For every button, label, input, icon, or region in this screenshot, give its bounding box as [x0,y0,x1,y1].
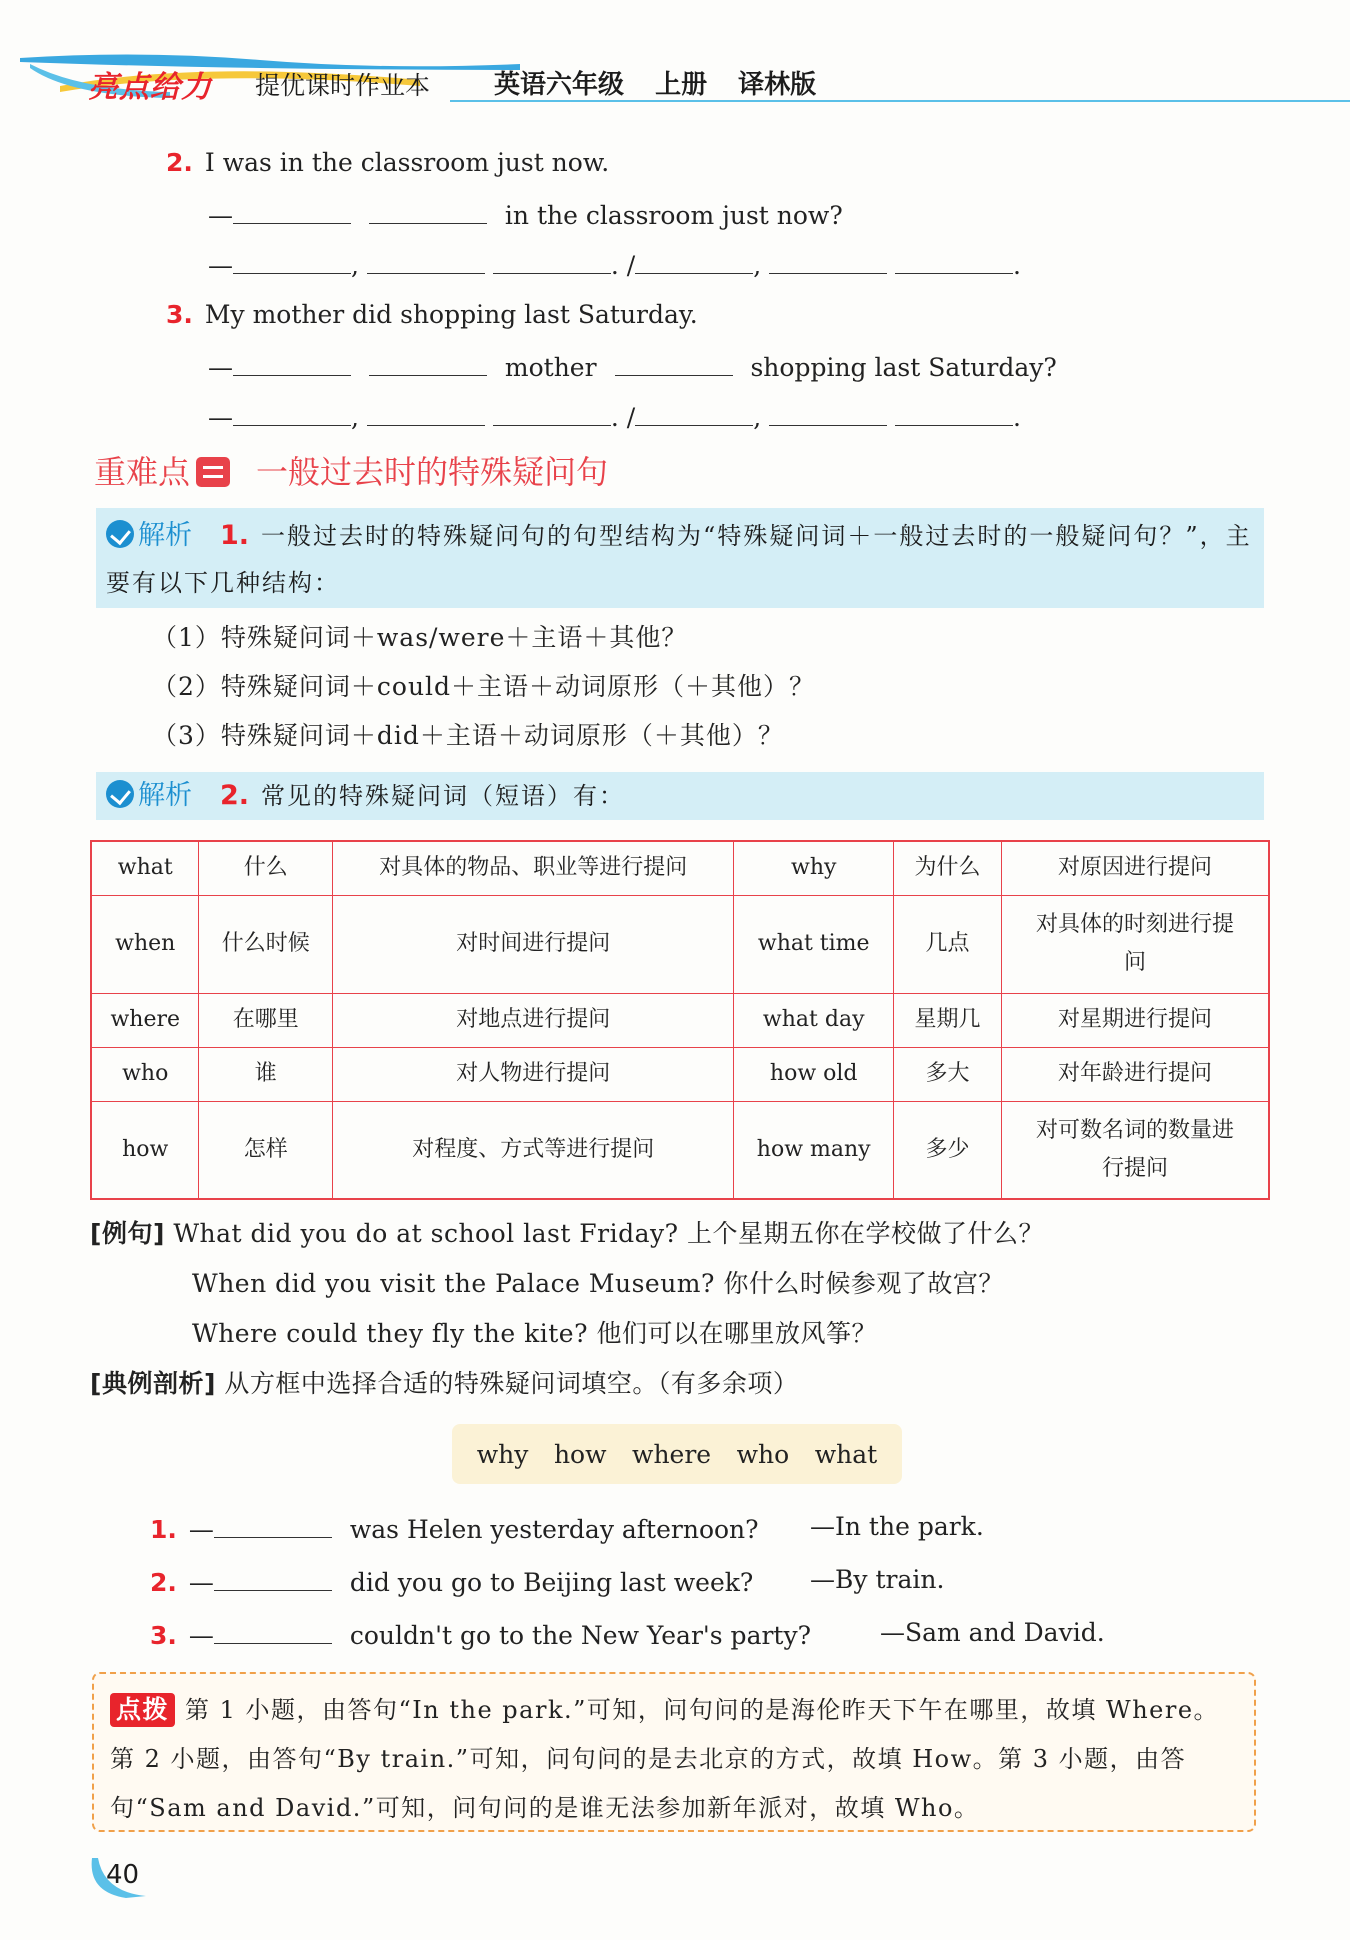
table-row [91,1047,1269,1101]
section-prefix: 重难点 [94,453,191,491]
answer-blank[interactable] [233,400,351,426]
item-question: couldn't go to the New Year's party? [349,1621,811,1650]
volume-label: 上册 [655,70,708,100]
tip-box [92,1672,1256,1832]
table-cell: 多大 [894,1047,1002,1101]
table-cell: 对人物进行提问 [333,1047,734,1101]
example-line-2: When did you visit the Palace Museum? 你什么时候参观了故宫？ [192,1269,1004,1298]
analysis-tag: 解析 [138,780,192,811]
item-answer: —In the park. [810,1512,984,1541]
answer-blank[interactable] [493,400,611,426]
instruction-text: 从方框中选择合适的特殊疑问词填空。（有多余项） [224,1369,799,1398]
answer-blank[interactable] [769,400,887,426]
word-choice-box [452,1424,902,1484]
word-choice: how [553,1439,607,1469]
analysis-number: 2. [220,780,250,811]
answer-blank[interactable] [615,350,733,376]
answer-blank[interactable] [214,1618,332,1644]
table-cell: 对时间进行提问 [333,895,734,993]
analysis-text: 常见的特殊疑问词（短语）有： [261,782,626,810]
typical-label: [典例剖析] [90,1369,216,1398]
table-row [91,895,1269,993]
typical-item-3: 3. — couldn't go to the New Year's party? —Sam and David. [150,1618,1105,1650]
number-two-icon [196,457,230,487]
exercise-3-answer: — , . / , . [208,400,1021,432]
table-cell: 在哪里 [199,993,333,1047]
typical-item-1: 1. — was Helen yesterday afternoon? —In the park. [150,1512,984,1544]
answer-blank[interactable] [895,400,1013,426]
analysis-tag: 解析 [138,520,192,551]
table-row [91,993,1269,1047]
table-cell: what day [734,993,894,1047]
item-number: 1. [150,1515,177,1544]
table-row [91,1101,1269,1199]
table-cell: 对可数名词的数量进行提问 [1001,1101,1269,1199]
table-cell: 对地点进行提问 [333,993,734,1047]
answer-blank[interactable] [635,400,753,426]
header-rule [450,100,1350,102]
structure-3: （3）特殊疑问词＋did＋主语＋动词原形（＋其他）？ [152,721,784,750]
table-row [91,841,1269,895]
section-title [94,447,608,493]
typical-instruction [90,1364,798,1400]
table-cell: how old [734,1047,894,1101]
table-cell: who [91,1047,199,1101]
table-cell: 为什么 [894,841,1002,895]
analysis-text: 一般过去时的特殊疑问句的句型结构为“特殊疑问词＋一般过去时的一般疑问句？”，主要有以下几种结构： [106,522,1252,597]
table-cell: what [91,841,199,895]
item-answer: —Sam and David. [880,1618,1105,1647]
table-cell: 什么时候 [199,895,333,993]
exercise-3-sentence [166,300,698,329]
table-cell: 星期几 [894,993,1002,1047]
table-cell: 对原因进行提问 [1001,841,1269,895]
word-choice: why [476,1439,529,1469]
item-question: did you go to Beijing last week? [349,1568,754,1597]
table-cell: how many [734,1101,894,1199]
answer-blank[interactable] [369,198,487,224]
item-question: was Helen yesterday afternoon? [349,1515,759,1544]
analysis-icon [106,520,134,548]
answer-blank[interactable] [233,350,351,376]
answer-blank[interactable] [214,1512,332,1538]
question-tail: in the classroom just now? [504,201,843,230]
question-tail: shopping last Saturday? [750,353,1057,382]
exercise-text: I was in the classroom just now. [204,148,610,177]
table-cell: 多少 [894,1101,1002,1199]
answer-blank[interactable] [769,248,887,274]
table-cell: 对年龄进行提问 [1001,1047,1269,1101]
book-info [494,64,816,101]
exercise-number: 3. [166,300,193,329]
answer-blank[interactable] [233,198,351,224]
exercise-2-sentence [166,148,609,177]
exercise-3-question: — mother shopping last Saturday? [208,350,1057,382]
word-choice: what [814,1439,878,1469]
typical-item-2: 2. — did you go to Beijing last week? —By train. [150,1565,945,1597]
page-header [0,40,1350,130]
table-cell: what time [734,895,894,993]
item-number: 3. [150,1621,177,1650]
question-word-table [90,840,1270,1200]
analysis-icon [106,780,134,808]
brand-subtitle: 提优课时作业本 [255,71,431,100]
word-choice: who [736,1439,790,1469]
question-mid: mother [504,353,597,382]
item-number: 2. [150,1568,177,1597]
tip-tag: 点拨 [110,1693,175,1727]
table-cell: where [91,993,199,1047]
table-cell: 对程度、方式等进行提问 [333,1101,734,1199]
item-answer: —By train. [810,1565,945,1594]
answer-blank[interactable] [635,248,753,274]
example-line-3: Where could they fly the kite? 他们可以在哪里放风筝？ [192,1319,877,1348]
example-line-1 [90,1214,1044,1250]
table-cell: how [91,1101,199,1199]
edition-label: 译林版 [738,70,817,100]
structure-1: （1）特殊疑问词＋was/were＋主语＋其他？ [152,623,688,652]
table-cell: 对具体的物品、职业等进行提问 [333,841,734,895]
tip-text: 第 1 小题，由答句“In the park.”可知，问句问的是海伦昨天下午在哪里，故填 Where。第 2 小题，由答句“By train.”可知，问句问的是去北京的方式，故填 How。第 3 小题，由答句“Sam and David.”可知，问句问的是谁无法参加新年派对，故填 Who。 [110,1696,1220,1822]
page-number: 40 [106,1860,140,1890]
table-cell: when [91,895,199,993]
table-cell: 谁 [199,1047,333,1101]
table-cell: 对星期进行提问 [1001,993,1269,1047]
answer-blank[interactable] [367,248,485,274]
grade-label: 英语六年级 [494,70,625,100]
table-cell: 对具体的时刻进行提问 [1001,895,1269,993]
exercise-number: 2. [166,148,193,177]
brand-logo: 亮点给力 [88,70,212,105]
table-cell: 几点 [894,895,1002,993]
example-label: [例句] [90,1219,165,1248]
answer-blank[interactable] [369,350,487,376]
example-text: What did you do at school last Friday? 上个星期五你在学校做了什么？ [173,1219,1044,1248]
answer-blank[interactable] [367,400,485,426]
table-cell: 怎样 [199,1101,333,1199]
exercise-2-question: — in the classroom just now? [208,198,843,230]
answer-blank[interactable] [895,248,1013,274]
analysis-block-1 [96,508,1264,608]
structure-2: （2）特殊疑问词＋could＋主语＋动词原形（＋其他）？ [152,672,816,701]
word-choice: where [632,1439,712,1469]
table-cell: 什么 [199,841,333,895]
exercise-2-answer: — , . / , . [208,248,1021,280]
table-cell: why [734,841,894,895]
section-heading: 一般过去时的特殊疑问句 [256,453,609,491]
answer-blank[interactable] [233,248,351,274]
answer-blank[interactable] [214,1565,332,1591]
analysis-block-2 [96,772,1264,820]
exercise-text: My mother did shopping last Saturday. [204,300,698,329]
analysis-number: 1. [220,520,250,551]
answer-blank[interactable] [493,248,611,274]
